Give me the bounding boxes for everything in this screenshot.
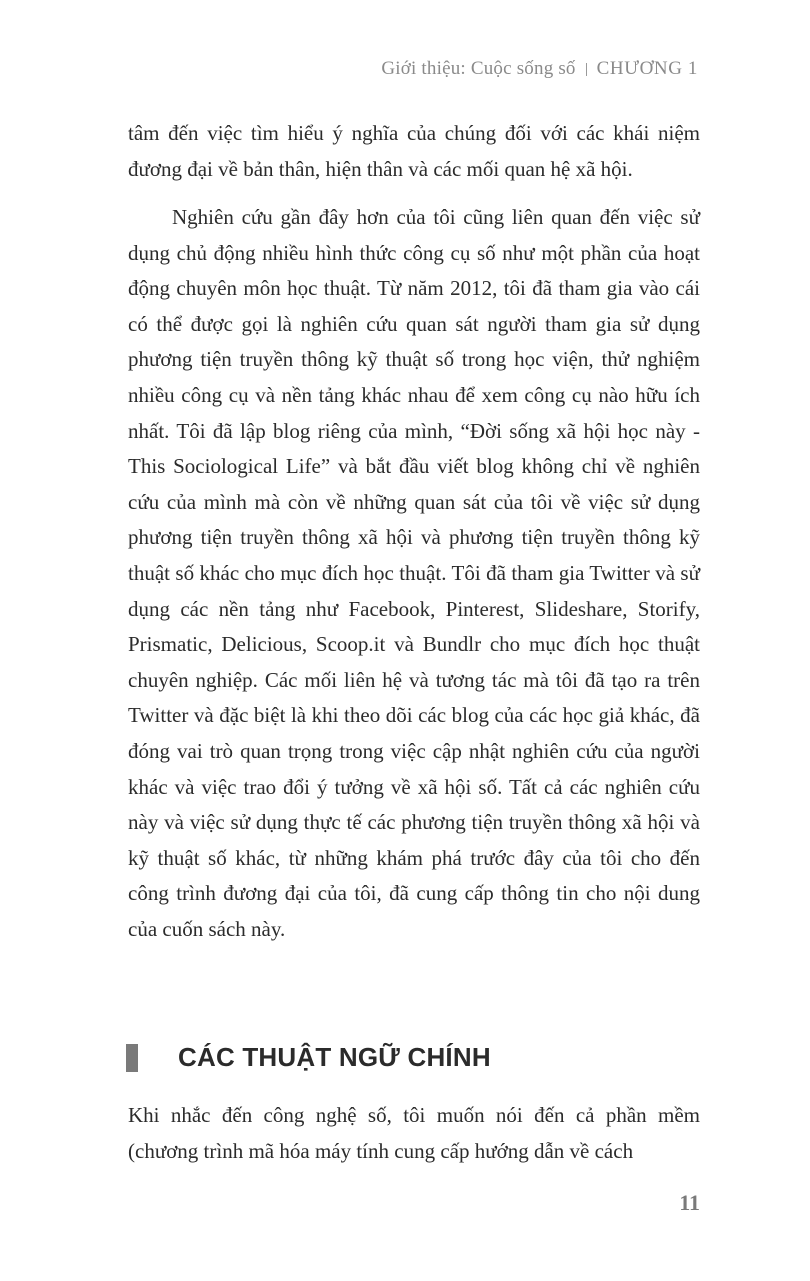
header-separator [586, 63, 587, 76]
header-section-title: Giới thiệu: Cuộc sống số [381, 58, 576, 79]
header-chapter: CHƯƠNG 1 [596, 58, 698, 79]
paragraph-3: Khi nhắc đến công nghệ số, tôi muốn nói đến cả phần mềm (chương trình mã hóa máy tính cung cấp hướng dẫn về cách [128, 1103, 700, 1163]
paragraph-2: Nghiên cứu gần đây hơn của tôi cũng liên quan đến việc sử dụng chủ động nhiều hình thức công cụ số như một phần của hoạt động chuyên môn học thuật. Từ năm 2012, tôi đã tham gia vào cái có thể được gọi là nghiên cứu quan sát người tham gia sử dụng phương tiện truyền thông kỹ thuật số trong học viện, thử nghiệm nhiều công cụ và nền tảng khác nhau để xem công cụ nào hữu ích nhất. Tôi đã lập blog riêng của mình, “Đời sống xã hội học này - This Sociological Life” và bắt đầu viết blog không chỉ về nghiên cứu của mình mà còn về những quan sát của tôi về việc sử dụng phương tiện truyền thông xã hội và phương tiện truyền thông kỹ thuật số khác cho mục đích học thuật. Tôi đã tham gia Twitter và sử dụng các nền tảng như Facebook, Pinterest, Slideshare, Storify, Prismatic, Delicious, Scoop.it và Bundlr cho mục đích học thuật chuyên nghiệp. Các mối liên hệ và tương tác mà tôi đã tạo ra trên Twitter và đặc biệt là khi theo dõi các blog của các học giả khác, đã đóng vai trò quan trọng trong việc cập nhật nghiên cứu của người khác và việc trao đổi ý tưởng về xã hội số. Tất cả các nghiên cứu này và việc sử dụng thực tế các phương tiện truyền thông xã hội và kỹ thuật số khác, từ những khám phá trước đây của tôi cho đến công trình đương đại của tôi, đã cung cấp thông tin cho nội dung của cuốn sách này. [128, 205, 700, 941]
running-header [381, 58, 698, 80]
section-heading-title: CÁC THUẬT NGỮ CHÍNH [178, 1042, 491, 1072]
paragraph-1: tâm đến việc tìm hiểu ý nghĩa của chúng đối với các khái niệm đương đại về bản thân, hiện thân và các mối quan hệ xã hội. [128, 121, 700, 181]
page-number: 11 [679, 1190, 700, 1215]
heading-marker-bar [126, 1044, 138, 1072]
section-heading [126, 1042, 491, 1073]
